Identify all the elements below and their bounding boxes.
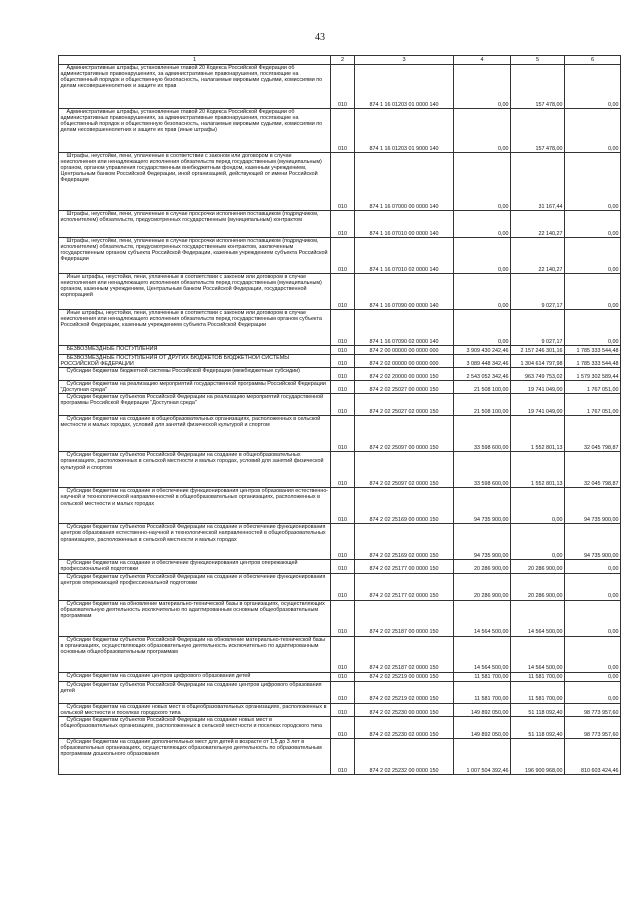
row-budget-code: 874 2 02 25219 00 0000 150	[355, 672, 454, 681]
table-row	[59, 672, 621, 681]
row-value-col4: 3 909 430 242,46	[454, 346, 511, 355]
row-budget-code: 874 1 16 07010 00 0000 140	[355, 211, 454, 238]
row-value-col6: 0,00	[565, 672, 621, 681]
row-budget-code: 874 2 02 20000 00 0000 150	[355, 368, 454, 381]
table-body	[59, 65, 621, 775]
row-name: Административные штрафы, установленные главой 20 Кодекса Российской Федерации об административных правонарушениях, за административные правонарушения, посягающие на общественный порядок и общественную безопасность, налагаемые мировыми судьями, комиссиями по делам несовершеннолетних и защите их прав (иные штрафы)	[59, 109, 331, 153]
row-value-col4: 1 007 504 392,46	[454, 738, 511, 774]
row-value-col6: 1 785 333 544,48	[565, 346, 621, 355]
row-value-col6: 32 045 798,87	[565, 452, 621, 488]
row-value-col5: 51 118 092,40	[511, 703, 565, 716]
row-value-col6: 32 045 798,87	[565, 416, 621, 452]
row-value-col6: 0,00	[565, 573, 621, 600]
row-value-col5: 11 581 700,00	[511, 672, 565, 681]
table-row	[59, 211, 621, 238]
row-value-col6: 0,00	[565, 274, 621, 310]
row-code: 010	[331, 560, 355, 573]
table-row	[59, 452, 621, 488]
row-value-col5: 1 304 614 797,98	[511, 355, 565, 368]
row-budget-code: 874 2 02 25027 00 0000 150	[355, 381, 454, 394]
table-row	[59, 274, 621, 310]
row-value-col4: 11 581 700,00	[454, 681, 511, 703]
row-code: 010	[331, 416, 355, 452]
row-code: 010	[331, 600, 355, 636]
row-value-col5: 31 167,44	[511, 153, 565, 211]
row-name: Субсидии бюджетам субъектов Российской Федерации на создание центров цифрового образования детей	[59, 681, 331, 703]
row-value-col6: 1 785 333 544,48	[565, 355, 621, 368]
table-row	[59, 488, 621, 524]
row-value-col6: 0,00	[565, 238, 621, 274]
row-value-col5: 1 552 801,13	[511, 416, 565, 452]
row-value-col5: 2 157 246 301,16	[511, 346, 565, 355]
row-value-col4: 3 089 448 342,46	[454, 355, 511, 368]
table-row	[59, 560, 621, 573]
row-value-col5: 19 741 049,00	[511, 394, 565, 416]
row-value-col5: 20 286 900,00	[511, 573, 565, 600]
table-row	[59, 636, 621, 672]
row-value-col4: 0,00	[454, 109, 511, 153]
row-code: 010	[331, 738, 355, 774]
row-value-col4: 0,00	[454, 310, 511, 346]
row-name: Административные штрафы, установленные главой 20 Кодекса Российской Федерации об административных правонарушениях, за административные правонарушения, посягающие на общественный порядок и общественную безопасность, налагаемые мировыми судьями, комиссиями по делам несовершеннолетних и защите их прав	[59, 65, 331, 109]
row-name: Субсидии бюджетам субъектов Российской Федерации на создание в общеобразовательных организациях, расположенных в сельской местности и малых городах, условий для занятий физической культурой и спортом	[59, 452, 331, 488]
row-name: Субсидии бюджетам на создание дополнительных мест для детей в возрасте от 1,5 до 3 лет в образовательных организациях, осуществляющих образовательную деятельность по образовательным программам дошкольного образования	[59, 738, 331, 774]
header-row	[59, 56, 621, 65]
row-budget-code: 874 2 02 25219 02 0000 150	[355, 681, 454, 703]
row-budget-code: 874 2 02 25177 02 0000 150	[355, 573, 454, 600]
table-row	[59, 394, 621, 416]
row-name: Субсидии бюджетам на создание новых мест в общеобразовательных организациях, расположенных в сельской местности и поселках городского типа	[59, 703, 331, 716]
row-value-col5: 196 900 968,00	[511, 738, 565, 774]
row-name: Субсидии бюджетам субъектов Российской Федерации на создание и обеспечение функционирования центров образования естественно-научной и технологической направленностей в общеобразовательных организациях, расположенных в сельской местности и малых городах	[59, 524, 331, 560]
row-value-col6: 0,00	[565, 600, 621, 636]
row-value-col6: 1 579 302 589,44	[565, 368, 621, 381]
row-code: 010	[331, 65, 355, 109]
row-code: 010	[331, 394, 355, 416]
row-budget-code: 874 1 16 07090 00 0000 140	[355, 274, 454, 310]
table-row	[59, 416, 621, 452]
row-value-col5: 157 478,00	[511, 109, 565, 153]
row-value-col5: 19 741 049,00	[511, 381, 565, 394]
row-value-col4: 149 892 050,00	[454, 703, 511, 716]
row-budget-code: 874 2 02 25230 02 0000 150	[355, 716, 454, 738]
row-code: 010	[331, 310, 355, 346]
row-budget-code: 874 2 02 25230 00 0000 150	[355, 703, 454, 716]
row-value-col5: 9 027,17	[511, 310, 565, 346]
row-code: 010	[331, 672, 355, 681]
row-name: БЕЗВОЗМЕЗДНЫЕ ПОСТУПЛЕНИЯ ОТ ДРУГИХ БЮДЖЕТОВ БЮДЖЕТНОЙ СИСТЕМЫ РОССИЙСКОЙ ФЕДЕРАЦИИ	[59, 355, 331, 368]
table-row	[59, 738, 621, 774]
row-budget-code: 874 2 02 25169 02 0000 150	[355, 524, 454, 560]
row-value-col4: 33 598 600,00	[454, 416, 511, 452]
row-code: 010	[331, 109, 355, 153]
row-value-col5: 14 564 500,00	[511, 636, 565, 672]
row-code: 010	[331, 381, 355, 394]
row-value-col4: 20 286 900,00	[454, 573, 511, 600]
row-code: 010	[331, 355, 355, 368]
row-value-col4: 94 735 900,00	[454, 488, 511, 524]
row-budget-code: 874 2 02 25232 00 0000 150	[355, 738, 454, 774]
row-value-col6: 98 773 957,60	[565, 716, 621, 738]
row-name: Субсидии бюджетам на создание центров цифрового образования детей	[59, 672, 331, 681]
row-value-col5: 51 118 092,40	[511, 716, 565, 738]
row-value-col4: 0,00	[454, 153, 511, 211]
row-value-col4: 21 508 100,00	[454, 381, 511, 394]
row-name: Субсидии бюджетам на создание и обеспечение функционирования центров опережающей профессиональной подготовки	[59, 560, 331, 573]
row-name: Штрафы, неустойки, пени, уплаченные в случае просрочки исполнения поставщиком (подрядчиком, исполнителем) обязательств, предусмотренных государственным контрактом, заключенным государственным органом субъекта Российской Федерации, казенным учреждением субъекта Российской Федерации	[59, 238, 331, 274]
row-value-col5: 1 552 801,13	[511, 452, 565, 488]
table-row	[59, 716, 621, 738]
row-budget-code: 874 2 02 25097 02 0000 150	[355, 452, 454, 488]
row-value-col6: 0,00	[565, 65, 621, 109]
table-row	[59, 600, 621, 636]
row-budget-code: 874 1 16 07000 00 0000 140	[355, 153, 454, 211]
row-name: Субсидии бюджетам субъектов Российской Федерации на создание и обеспечение функционирования центров опережающей профессиональной подготовки	[59, 573, 331, 600]
column-header-1: 1	[59, 56, 331, 65]
row-code: 010	[331, 703, 355, 716]
row-value-col5: 9 027,17	[511, 274, 565, 310]
row-value-col4: 0,00	[454, 274, 511, 310]
row-value-col4: 0,00	[454, 211, 511, 238]
row-code: 010	[331, 153, 355, 211]
row-value-col6: 0,00	[565, 636, 621, 672]
table-row	[59, 109, 621, 153]
table-row	[59, 703, 621, 716]
row-budget-code: 874 1 16 07090 02 0000 140	[355, 310, 454, 346]
row-value-col5: 0,00	[511, 524, 565, 560]
row-budget-code: 874 2 02 25097 00 0000 150	[355, 416, 454, 452]
row-budget-code: 874 2 02 25169 00 0000 150	[355, 488, 454, 524]
column-header-2: 2	[331, 56, 355, 65]
row-value-col4: 21 508 100,00	[454, 394, 511, 416]
column-header-5: 5	[511, 56, 565, 65]
table-row	[59, 381, 621, 394]
row-value-col6: 0,00	[565, 310, 621, 346]
row-value-col6: 0,00	[565, 109, 621, 153]
row-code: 010	[331, 274, 355, 310]
row-value-col6: 810 603 424,46	[565, 738, 621, 774]
table-row	[59, 355, 621, 368]
row-value-col4: 2 543 052 342,46	[454, 368, 511, 381]
row-value-col5: 22 140,27	[511, 238, 565, 274]
row-value-col6: 0,00	[565, 211, 621, 238]
row-name: Субсидии бюджетам субъектов Российской Федерации на обновление материально-технической базы в организациях, осуществляющих образовательную деятельность исключительно по адаптированным основным общеобразовательным программам	[59, 636, 331, 672]
row-name: Субсидии бюджетам на реализацию мероприятий государственной программы Российской Федерации "Доступная среда"	[59, 381, 331, 394]
table-header	[59, 56, 621, 65]
table-row	[59, 310, 621, 346]
row-value-col5: 20 286 900,00	[511, 560, 565, 573]
row-name: Иные штрафы, неустойки, пени, уплаченные в соответствии с законом или договором в случае неисполнения или ненадлежащего исполнения обязательств перед государственным органом субъекта Российской Федерации, казенным учреждением субъекта Российской Федерации	[59, 310, 331, 346]
row-value-col5: 11 581 700,00	[511, 681, 565, 703]
budget-table	[58, 55, 621, 775]
table-row	[59, 524, 621, 560]
row-budget-code: 874 2 02 25187 02 0000 150	[355, 636, 454, 672]
row-code: 010	[331, 488, 355, 524]
row-value-col4: 11 581 700,00	[454, 672, 511, 681]
row-budget-code: 874 2 02 25027 02 0000 150	[355, 394, 454, 416]
row-value-col6: 0,00	[565, 153, 621, 211]
row-value-col4: 94 735 900,00	[454, 524, 511, 560]
row-name: Иные штрафы, неустойки, пени, уплаченные в соответствии с законом или договором в случае неисполнения или ненадлежащего исполнения обязательств перед государственным (муниципальным) органом, казенным учреждением, Центральным банком Российской Федерации, государственной корпорацией	[59, 274, 331, 310]
table-row	[59, 238, 621, 274]
row-value-col4: 20 286 900,00	[454, 560, 511, 573]
row-value-col5: 0,00	[511, 488, 565, 524]
row-budget-code: 874 1 16 07010 02 0000 140	[355, 238, 454, 274]
row-value-col5: 14 564 500,00	[511, 600, 565, 636]
column-header-6: 6	[565, 56, 621, 65]
row-name: Субсидии бюджетам субъектов Российской Федерации на реализацию мероприятий государственной программы Российской Федерации "Доступная среда"	[59, 394, 331, 416]
table-row	[59, 153, 621, 211]
row-budget-code: 874 1 16 01203 01 0000 140	[355, 65, 454, 109]
row-value-col6: 1 767 051,00	[565, 381, 621, 394]
row-name: Субсидии бюджетам субъектов Российской Федерации на создание новых мест в общеобразовательных организациях, расположенных в сельской местности и поселках городского типа	[59, 716, 331, 738]
row-code: 010	[331, 636, 355, 672]
row-value-col4: 14 564 500,00	[454, 600, 511, 636]
row-value-col5: 963 749 753,02	[511, 368, 565, 381]
row-name: БЕЗВОЗМЕЗДНЫЕ ПОСТУПЛЕНИЯ	[59, 346, 331, 355]
column-header-3: 3	[355, 56, 454, 65]
row-value-col4: 14 564 500,00	[454, 636, 511, 672]
row-code: 010	[331, 452, 355, 488]
row-value-col6: 94 735 900,00	[565, 524, 621, 560]
row-value-col6: 0,00	[565, 681, 621, 703]
row-value-col6: 98 773 957,60	[565, 703, 621, 716]
row-name: Штрафы, неустойки, пени, уплаченные в соответствии с законом или договором в случае неисполнения или ненадлежащего исполнения обязательств перед государственным (муниципальным) органом, органом управления государственным внебюджетным фондом, казенным учреждением, Центральным банком Российской Федерации, иной организацией, действующей от имени Российской Федерации	[59, 153, 331, 211]
row-value-col6: 0,00	[565, 560, 621, 573]
column-header-4: 4	[454, 56, 511, 65]
table-row	[59, 368, 621, 381]
table-row	[59, 573, 621, 600]
row-budget-code: 874 2 02 25177 00 0000 150	[355, 560, 454, 573]
row-name: Субсидии бюджетам на создание и обеспечение функционирования центров образования естественно-научной и технологической направленностей в общеобразовательных организациях, расположенных в сельской местности и малых городах	[59, 488, 331, 524]
row-value-col5: 157 478,00	[511, 65, 565, 109]
table-row	[59, 681, 621, 703]
row-code: 010	[331, 716, 355, 738]
row-budget-code: 874 2 00 00000 00 0000 000	[355, 346, 454, 355]
row-budget-code: 874 2 02 25187 00 0000 150	[355, 600, 454, 636]
row-code: 010	[331, 368, 355, 381]
row-budget-code: 874 2 02 00000 00 0000 000	[355, 355, 454, 368]
row-value-col4: 0,00	[454, 238, 511, 274]
row-code: 010	[331, 238, 355, 274]
row-budget-code: 874 1 16 01203 01 9000 140	[355, 109, 454, 153]
row-value-col5: 22 140,27	[511, 211, 565, 238]
row-code: 010	[331, 681, 355, 703]
row-name: Штрафы, неустойки, пени, уплаченные в случае просрочки исполнения поставщиком (подрядчиком, исполнителем) обязательств, предусмотренных государственным (муниципальным) контрактом	[59, 211, 331, 238]
row-value-col4: 149 892 050,00	[454, 716, 511, 738]
row-value-col4: 33 598 600,00	[454, 452, 511, 488]
row-name: Субсидии бюджетам на создание в общеобразовательных организациях, расположенных в сельской местности и малых городах, условий для занятий физической культурой и спортом	[59, 416, 331, 452]
row-value-col4: 0,00	[454, 65, 511, 109]
table-row	[59, 346, 621, 355]
row-code: 010	[331, 573, 355, 600]
row-code: 010	[331, 524, 355, 560]
row-value-col6: 94 735 900,00	[565, 488, 621, 524]
table-row	[59, 65, 621, 109]
row-value-col6: 1 767 051,00	[565, 394, 621, 416]
row-code: 010	[331, 346, 355, 355]
row-code: 010	[331, 211, 355, 238]
row-name: Субсидии бюджетам на обновление материально-технической базы в организациях, осуществляющих образовательную деятельность исключительно по адаптированным основным общеобразовательным программам	[59, 600, 331, 636]
page-number: 43	[315, 32, 325, 43]
row-name: Субсидии бюджетам бюджетной системы Российской Федерации (межбюджетные субсидии)	[59, 368, 331, 381]
